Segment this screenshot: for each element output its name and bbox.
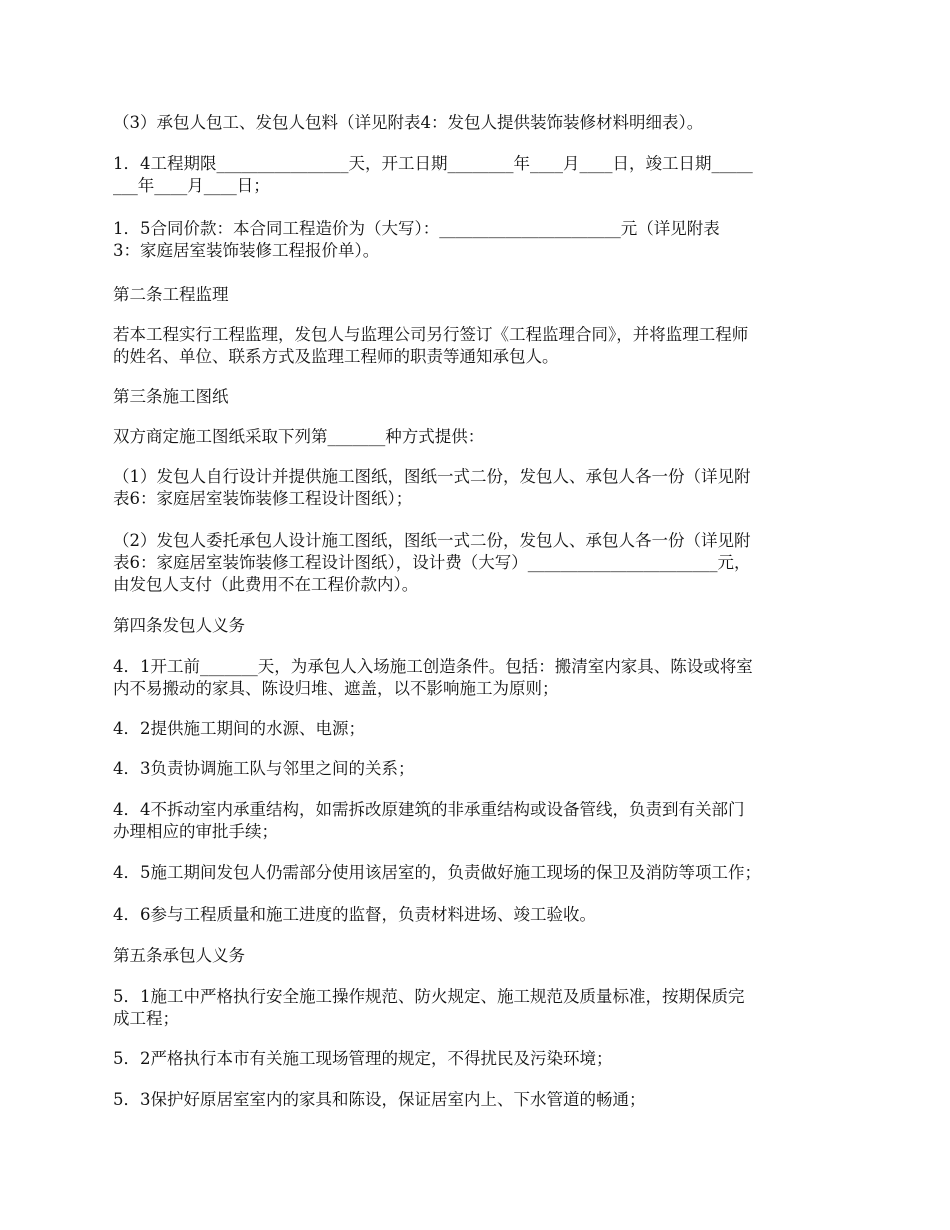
text-line: 3：家庭居室装饰装修工程报价单）。 (113, 241, 380, 260)
text-line: 办理相应的审批手续； (113, 822, 278, 841)
paragraph-p15 (113, 862, 838, 884)
text-line: 4．1开工前_______天，为承包人入场施工创造条件。包括：搬清室内家具、陈设或将室 (113, 657, 753, 676)
text-line: 5．1施工中严格执行安全施工操作规范、防火规定、施工规范及质量标准，按期保质完 (113, 987, 745, 1006)
paragraph-p11 (113, 656, 838, 700)
text-line: （3）承包人包工、发包人包料（详见附表4：发包人提供装饰装修材料明细表）。 (113, 113, 704, 132)
text-line: 的姓名、单位、联系方式及监理工程师的职责等通知承包人。 (113, 347, 559, 366)
paragraph-p13 (113, 758, 838, 780)
text-line: （1）发包人自行设计并提供施工图纸，图纸一式二份，发包人、承包人各一份（详见附 (113, 467, 751, 486)
text-line: 第四条发包人义务 (113, 616, 245, 635)
text-line: 4．2提供施工期间的水源、电源； (113, 719, 365, 738)
section-heading-5 (113, 945, 838, 967)
text-line: 由发包人支付（此费用不在工程价款内）。 (113, 575, 419, 594)
text-line: 4．5施工期间发包人仍需部分使用该居室的，负责做好施工现场的保卫及消防等项工作； (113, 863, 761, 882)
text-line: 表6：家庭居室装饰装修工程设计图纸），设计费（大写）_______________________元， (113, 553, 751, 572)
text-line: 双方商定施工图纸采取下列第_______种方式提供： (113, 427, 485, 446)
section-heading-3 (113, 386, 838, 408)
paragraph-p05 (113, 324, 838, 368)
paragraph-p20 (113, 1089, 838, 1111)
paragraph-p16 (113, 904, 838, 926)
section-heading-4 (113, 615, 838, 637)
text-line: 第五条承包人义务 (113, 946, 245, 965)
section-heading-2 (113, 284, 838, 306)
text-line: 5．2严格执行本市有关施工现场管理的规定，不得扰民及污染环境； (113, 1049, 613, 1068)
text-line: 1．4工程期限________________天，开工日期________年____月____日，竣工日期_____ (113, 154, 753, 173)
text-line: 4．3负责协调施工队与邻里之间的关系； (113, 759, 415, 778)
text-line: ___年____月____日； (113, 176, 270, 195)
paragraph-p14 (113, 799, 838, 843)
text-line: 1．5合同价款：本合同工程造价为（大写）：______________________元（详见附表 (113, 219, 720, 238)
text-line: 成工程； (113, 1009, 179, 1028)
paragraph-p19 (113, 1048, 838, 1070)
text-line: 第三条施工图纸 (113, 387, 229, 406)
text-line: （2）发包人委托承包人设计施工图纸，图纸一式二份，发包人、承包人各一份（详见附 (113, 531, 751, 550)
text-line: 内不易搬动的家具、陈设归堆、遮盖，以不影响施工为原则； (113, 679, 559, 698)
paragraph-p03 (113, 218, 838, 262)
paragraph-p01 (113, 112, 838, 134)
paragraph-p18 (113, 986, 838, 1030)
text-line: 4．6参与工程质量和施工进度的监督，负责材料进场、竣工验收。 (113, 905, 596, 924)
text-line: 5．3保护好原居室室内的家具和陈设，保证居室内上、下水管道的畅通； (113, 1090, 646, 1109)
paragraph-p12 (113, 718, 838, 740)
paragraph-p08 (113, 466, 838, 510)
text-line: 4．4不拆动室内承重结构，如需拆改原建筑的非承重结构或设备管线，负责到有关部门 (113, 800, 745, 819)
paragraph-p02 (113, 153, 838, 197)
text-line: 表6：家庭居室装饰装修工程设计图纸）； (113, 489, 413, 508)
paragraph-p09 (113, 530, 838, 596)
text-line: 若本工程实行工程监理，发包人与监理公司另行签订《工程监理合同》，并将监理工程师 (113, 325, 749, 344)
text-line: 第二条工程监理 (113, 285, 229, 304)
paragraph-p07 (113, 426, 838, 448)
